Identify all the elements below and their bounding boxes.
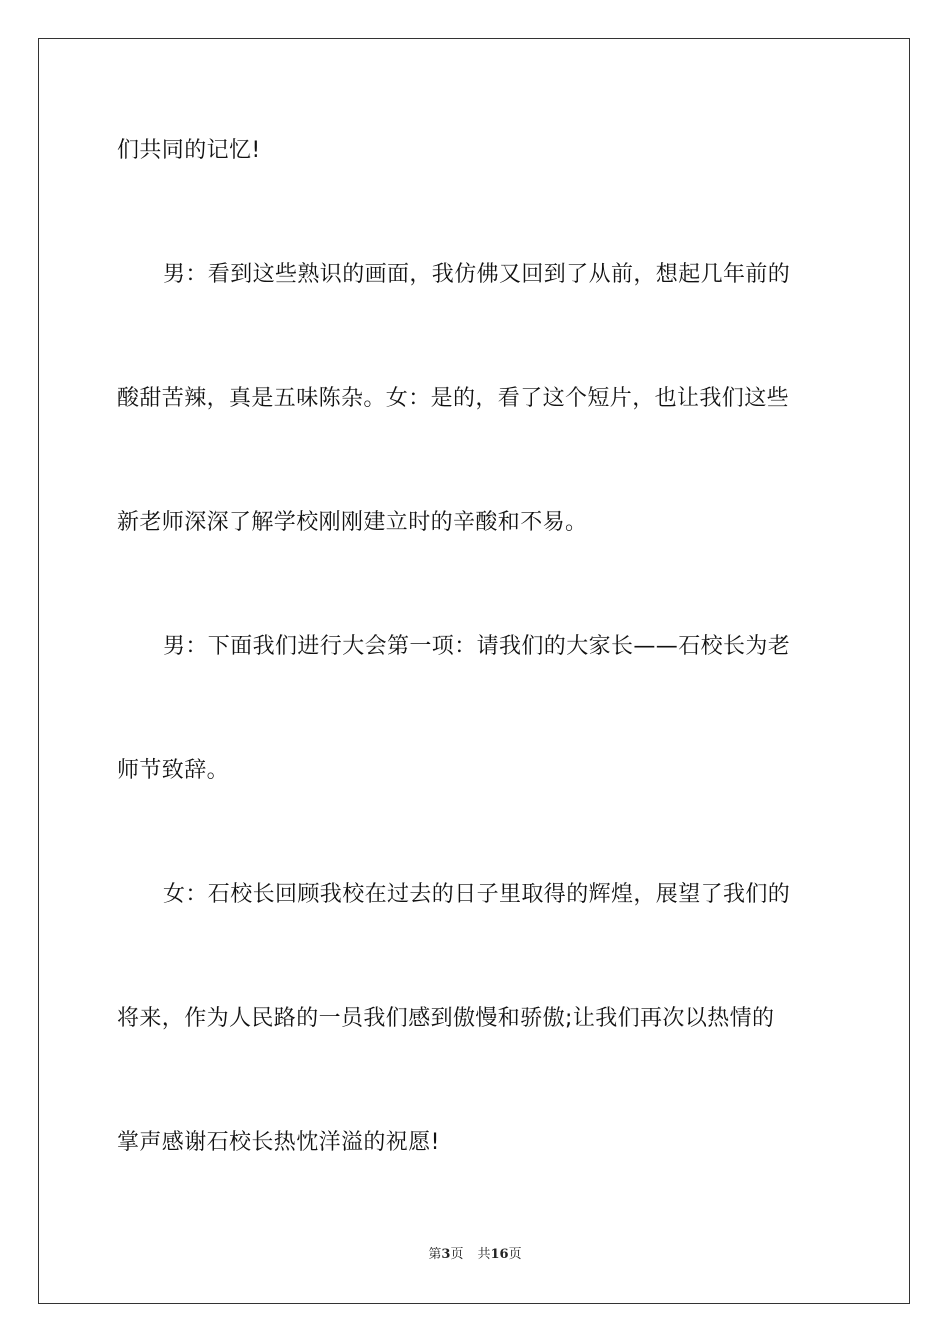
paragraph-line: 男：看到这些熟识的画面，我仿佛又回到了从前，想起几年前的 xyxy=(163,262,791,287)
page-prefix: 第 xyxy=(428,1247,442,1262)
paragraph-line: 女：石校长回顾我校在过去的日子里取得的辉煌，展望了我们的 xyxy=(163,882,791,907)
page-footer xyxy=(0,1246,950,1264)
paragraph-line: 掌声感谢石校长热忱洋溢的祝愿! xyxy=(117,1130,440,1155)
page-border xyxy=(38,38,910,1304)
page-suffix: 页 xyxy=(450,1247,464,1262)
paragraph-line: 将来，作为人民路的一员我们感到傲慢和骄傲;让我们再次以热情的 xyxy=(117,1006,775,1031)
total-suffix: 页 xyxy=(508,1247,522,1262)
total-page-count: 16 xyxy=(490,1247,509,1262)
total-prefix: 共 xyxy=(477,1247,491,1262)
paragraph-line: 师节致辞。 xyxy=(117,758,230,783)
paragraph-line: 男：下面我们进行大会第一项：请我们的大家长——石校长为老 xyxy=(163,634,791,659)
paragraph-line: 们共同的记忆! xyxy=(117,138,261,163)
paragraph-line: 新老师深深了解学校刚刚建立时的辛酸和不易。 xyxy=(117,510,588,535)
current-page-number: 3 xyxy=(441,1247,451,1262)
paragraph-line: 酸甜苦辣，真是五味陈杂。女：是的，看了这个短片，也让我们这些 xyxy=(117,386,790,411)
